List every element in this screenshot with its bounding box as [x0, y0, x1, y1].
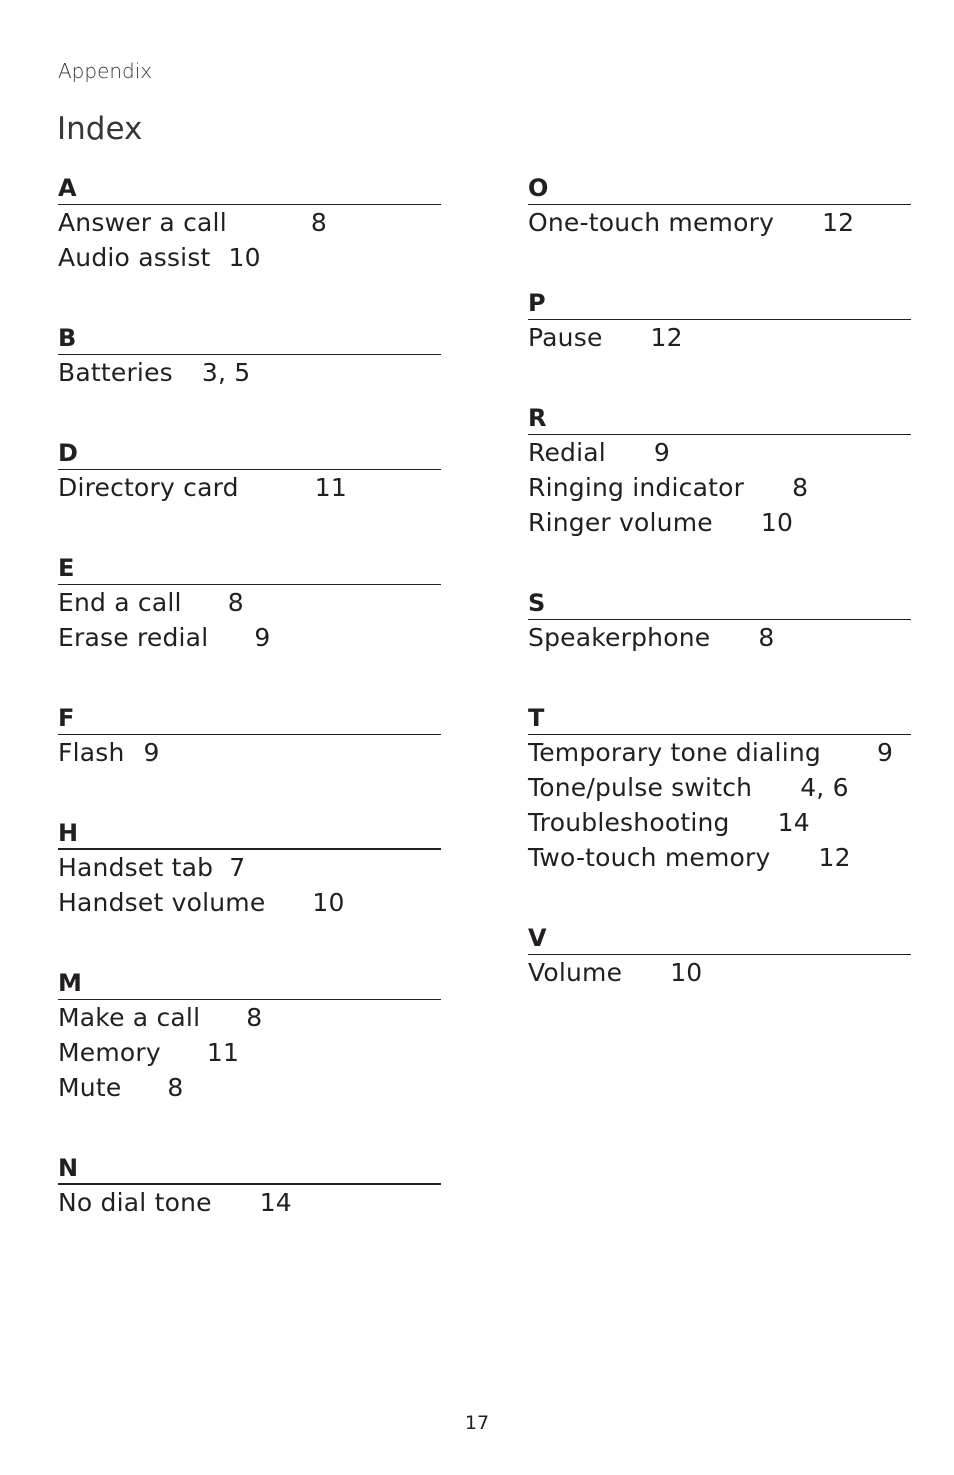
entry-pages: 8 — [792, 473, 809, 502]
index-entry — [528, 470, 911, 505]
section-letter: S — [528, 587, 911, 620]
entry-term: Troubleshooting — [528, 808, 730, 837]
entry-term: Temporary tone dialing — [528, 738, 821, 767]
entry-pages: 9 — [876, 738, 894, 767]
entry-term: Batteries — [58, 358, 173, 387]
entry-term: Ringing indicator — [528, 473, 745, 502]
entry-term: One-touch memory — [528, 208, 775, 237]
index-section-e — [58, 552, 441, 655]
index-entry — [528, 320, 911, 355]
index-entry — [58, 205, 441, 240]
index-entry — [528, 840, 911, 875]
section-letter: H — [58, 817, 441, 850]
entry-term: Erase redial — [58, 623, 209, 652]
index-entry — [58, 620, 441, 655]
index-entry — [58, 1185, 441, 1220]
entry-term: Ringer volume — [528, 508, 713, 537]
index-entry — [528, 770, 911, 805]
entry-term: Two-touch memory — [528, 843, 771, 872]
index-entry — [58, 1070, 441, 1105]
entry-term: No dial tone — [58, 1188, 212, 1217]
index-section-t — [528, 702, 911, 875]
index-section-d — [58, 437, 441, 505]
index-entry — [58, 585, 441, 620]
entry-pages: 9 — [653, 438, 671, 467]
section-letter: T — [528, 702, 911, 735]
index-section-n — [58, 1152, 441, 1220]
entry-term: Speakerphone — [528, 623, 711, 652]
entry-pages: 10 — [760, 508, 794, 537]
index-entry — [58, 470, 441, 505]
index-section-m — [58, 967, 441, 1105]
index-entry — [528, 435, 911, 470]
index-entry — [58, 885, 441, 920]
index-entry — [528, 505, 911, 540]
section-letter: M — [58, 967, 441, 1000]
entry-pages: 8 — [167, 1073, 184, 1102]
entry-term: Mute — [58, 1073, 122, 1102]
index-entry — [528, 735, 911, 770]
index-section-p — [528, 287, 911, 355]
section-letter: P — [528, 287, 911, 320]
index-section-r — [528, 402, 911, 540]
index-section-a — [58, 172, 441, 275]
entry-pages: 10 — [670, 958, 703, 987]
entry-term: Handset tab — [58, 853, 214, 882]
index-entry — [58, 1035, 441, 1070]
entry-pages: 9 — [254, 623, 271, 652]
section-letter: B — [58, 322, 441, 355]
entry-term: Redial — [528, 438, 606, 467]
index-section-h — [58, 817, 441, 920]
index-entry — [528, 620, 911, 655]
entry-pages: 10 — [312, 888, 345, 917]
index-entry — [58, 355, 441, 390]
entry-term: Pause — [528, 323, 603, 352]
entry-pages: 4, 6 — [800, 773, 849, 802]
entry-pages: 9 — [143, 738, 160, 767]
page-title: Index — [57, 111, 143, 147]
entry-pages: 8 — [758, 623, 775, 652]
entry-pages: 8 — [310, 208, 327, 237]
index-section-o — [528, 172, 911, 240]
index-column-right — [528, 172, 911, 1037]
entry-term: Handset volume — [58, 888, 266, 917]
section-letter: R — [528, 402, 911, 435]
index-section-v — [528, 922, 911, 990]
entry-term: Audio assist — [58, 243, 211, 272]
entry-pages: 12 — [818, 843, 851, 872]
index-entry — [58, 850, 441, 885]
index-entry — [528, 955, 911, 990]
entry-term: Volume — [528, 958, 623, 987]
section-letter: O — [528, 172, 911, 205]
index-section-f — [58, 702, 441, 770]
entry-pages: 12 — [650, 323, 683, 352]
entry-pages: 8 — [246, 1003, 263, 1032]
section-letter: V — [528, 922, 911, 955]
index-section-s — [528, 587, 911, 655]
index-column-left — [58, 172, 441, 1267]
index-section-b — [58, 322, 441, 390]
entry-pages: 8 — [227, 588, 244, 617]
entry-pages: 12 — [822, 208, 855, 237]
entry-pages: 10 — [228, 243, 261, 272]
entry-pages: 11 — [314, 473, 347, 502]
section-letter: E — [58, 552, 441, 585]
index-entry — [58, 1000, 441, 1035]
entry-pages: 14 — [777, 808, 810, 837]
page-number: 17 — [464, 1412, 490, 1434]
entry-term: Flash — [58, 738, 125, 767]
entry-term: Tone/pulse switch — [528, 773, 753, 802]
entry-term: Make a call — [58, 1003, 201, 1032]
entry-pages: 14 — [259, 1188, 292, 1217]
entry-term: End a call — [58, 588, 182, 617]
entry-pages: 3, 5 — [201, 358, 251, 387]
entry-pages: 11 — [206, 1038, 240, 1067]
index-entry — [58, 240, 441, 275]
entry-term: Directory card — [58, 473, 239, 502]
index-entry — [528, 205, 911, 240]
section-letter: F — [58, 702, 441, 735]
section-letter: N — [58, 1152, 441, 1185]
index-entry — [58, 735, 441, 770]
section-letter: D — [58, 437, 441, 470]
entry-term: Memory — [58, 1038, 161, 1067]
index-entry — [528, 805, 911, 840]
running-head: Appendix — [58, 59, 153, 83]
section-letter: A — [58, 172, 441, 205]
entry-term: Answer a call — [58, 208, 227, 237]
entry-pages: 7 — [229, 853, 246, 882]
